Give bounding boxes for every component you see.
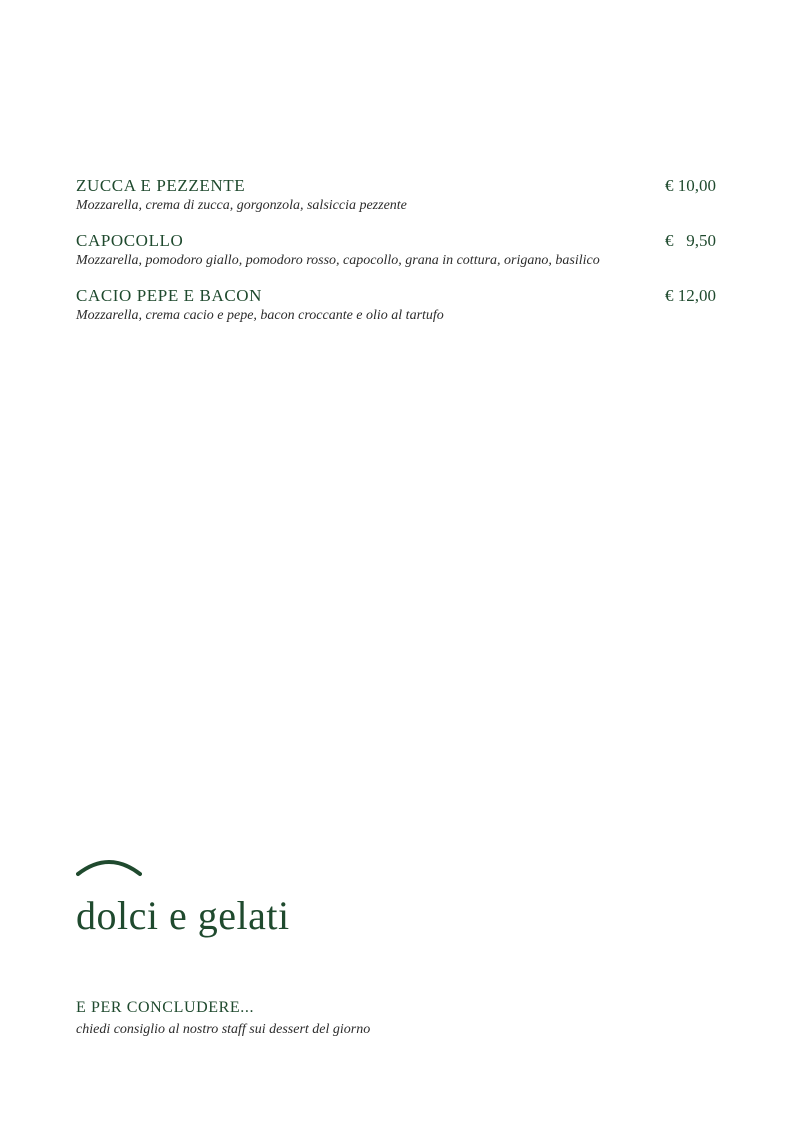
menu-item-price: € 9,50 [665,231,716,250]
pizza-menu-list [76,172,716,337]
closing-description: chiedi consiglio al nostro staff sui dessert del giorno [76,1022,371,1037]
menu-item [76,172,716,227]
menu-item-name: CACIO PEPE E BACON [76,286,263,305]
menu-item-price: € 12,00 [665,286,716,305]
menu-item-description: Mozzarella, pomodoro giallo, pomodoro rosso, capocollo, grana in cottura, origano, basilico [76,253,600,268]
menu-item-description: Mozzarella, crema di zucca, gorgonzola, salsiccia pezzente [76,198,407,213]
menu-item [76,282,716,337]
section-title: dolci e gelati [76,893,290,938]
arc-decoration-icon [76,856,142,878]
menu-item-name: CAPOCOLLO [76,231,184,250]
closing-title: E PER CONCLUDERE... [76,999,255,1016]
menu-item [76,227,716,282]
menu-item-name: ZUCCA E PEZZENTE [76,176,246,195]
menu-item-price: € 10,00 [665,176,716,195]
menu-item-description: Mozzarella, crema cacio e pepe, bacon croccante e olio al tartufo [76,308,444,323]
